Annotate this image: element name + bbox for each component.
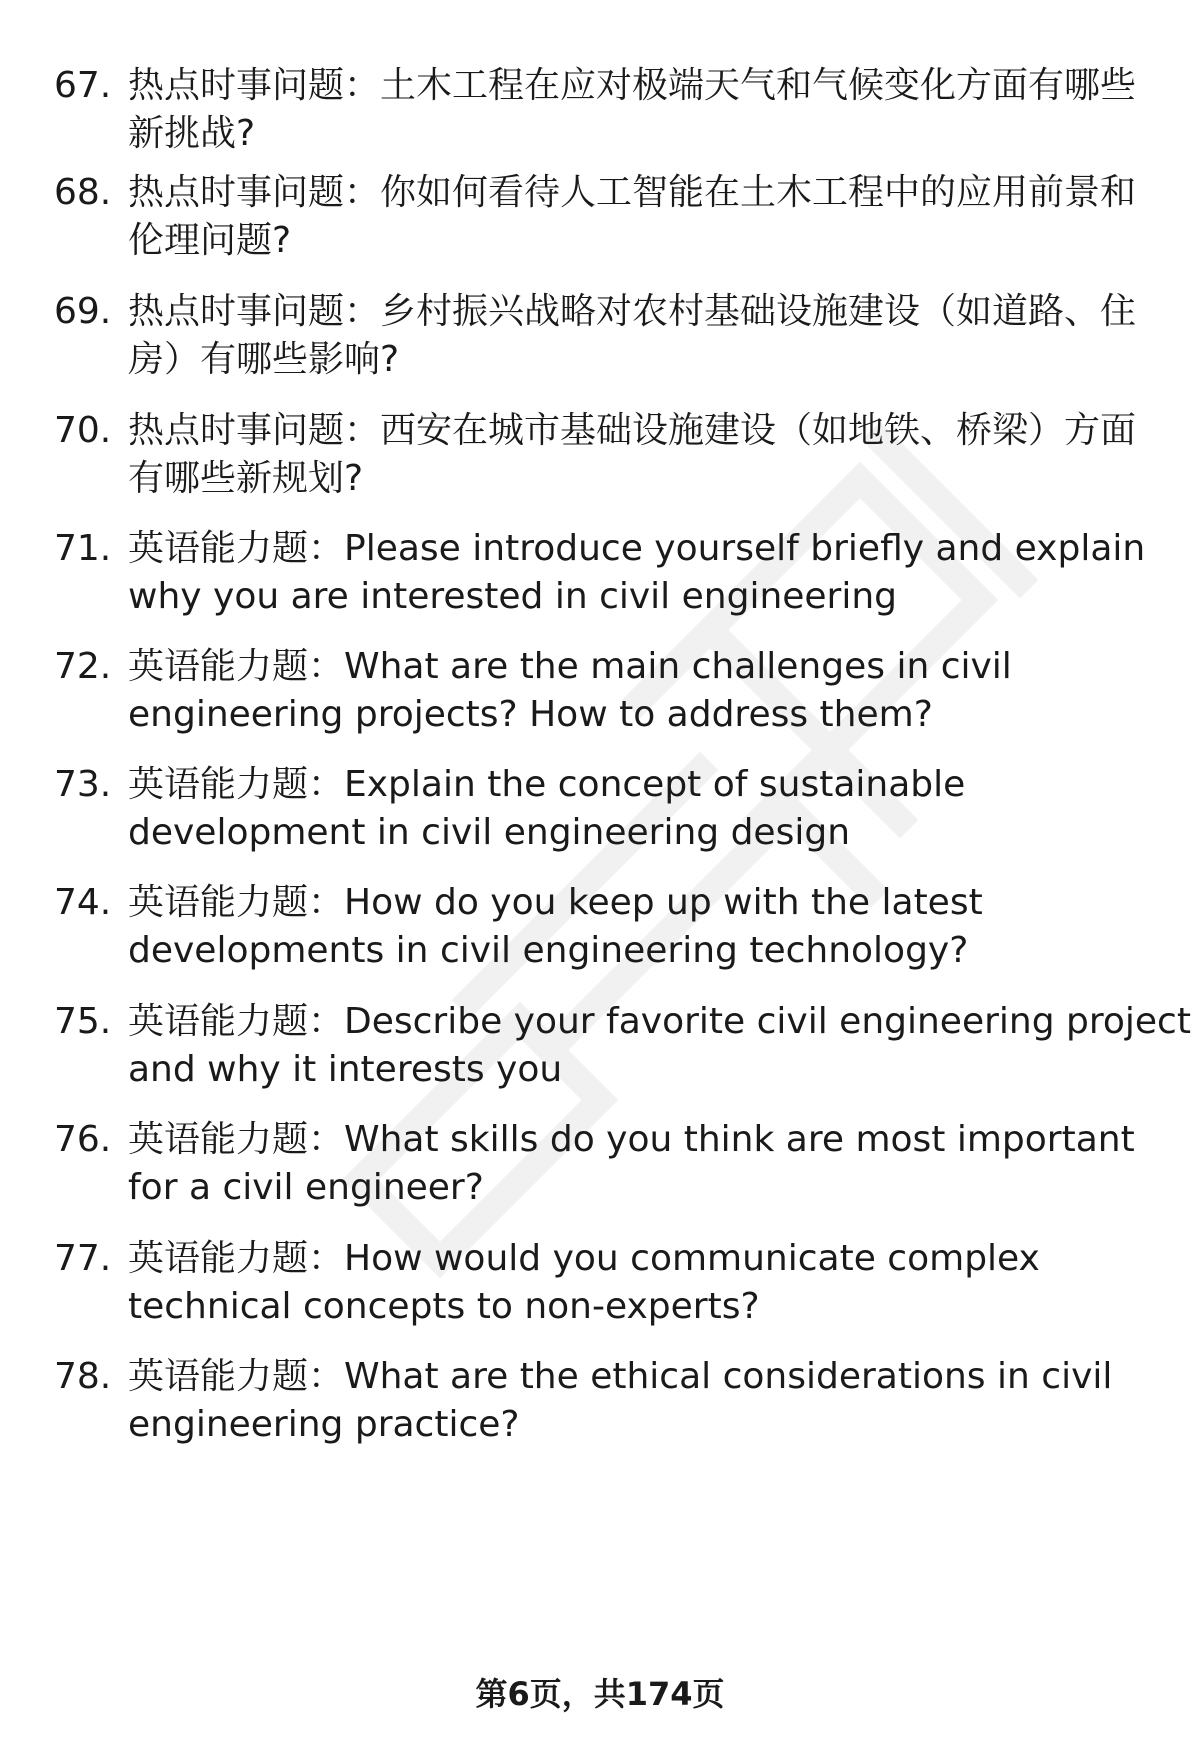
question-text — [128, 1116, 1148, 1212]
question-item — [0, 407, 1200, 517]
question-item — [0, 62, 1200, 172]
question-number: 71. — [54, 528, 112, 569]
question-line: 热点时事问题：乡村振兴战略对农村基础设施建设（如道路、住 — [128, 291, 1137, 332]
question-line: 英语能力题：How do you keep up with the latest — [128, 882, 983, 923]
question-text — [128, 62, 1148, 158]
question-text — [128, 643, 1148, 739]
question-item — [0, 1353, 1200, 1463]
question-item — [0, 1235, 1200, 1345]
question-item — [0, 288, 1200, 398]
question-text — [128, 169, 1148, 265]
question-number: 72. — [54, 646, 112, 687]
question-line: development in civil engineering design — [128, 812, 851, 853]
question-line: developments in civil engineering technology? — [128, 930, 969, 971]
question-line: 英语能力题：What skills do you think are most important — [128, 1119, 1135, 1160]
question-item — [0, 169, 1200, 279]
question-number: 74. — [54, 882, 112, 923]
question-number: 76. — [54, 1119, 112, 1160]
question-item — [0, 643, 1200, 753]
question-line: 房）有哪些影响? — [128, 339, 400, 380]
question-number: 73. — [54, 764, 112, 805]
question-line: and why it interests you — [128, 1049, 563, 1090]
question-line: 新挑战? — [128, 113, 256, 154]
question-line: 有哪些新规划? — [128, 458, 364, 499]
page-number-footer: 第6页，共174页 — [475, 1675, 725, 1713]
question-text — [128, 879, 1148, 975]
question-text — [128, 407, 1148, 503]
question-line: why you are interested in civil engineering — [128, 576, 898, 617]
question-line: engineering practice? — [128, 1404, 520, 1445]
question-line: technical concepts to non-experts? — [128, 1286, 760, 1327]
question-line: engineering projects? How to address them? — [128, 694, 933, 735]
question-line: 热点时事问题：西安在城市基础设施建设（如地铁、桥梁）方面 — [128, 410, 1137, 451]
question-number: 68. — [54, 172, 112, 213]
question-line: 英语能力题：What are the main challenges in civil — [128, 646, 1012, 687]
question-line: 伦理问题? — [128, 220, 292, 261]
question-number: 69. — [54, 291, 112, 332]
question-line: for a civil engineer? — [128, 1167, 484, 1208]
question-text — [128, 998, 1191, 1094]
question-text — [128, 761, 1148, 857]
question-line: 热点时事问题：土木工程在应对极端天气和气候变化方面有哪些 — [128, 65, 1137, 106]
question-text — [128, 1235, 1148, 1331]
question-item — [0, 761, 1200, 871]
question-number: 75. — [54, 1001, 112, 1042]
question-item — [0, 525, 1200, 635]
question-line: 英语能力题：Please introduce yourself briefly and explain — [128, 528, 1146, 569]
question-item — [0, 998, 1200, 1108]
question-text — [128, 288, 1148, 384]
question-number: 78. — [54, 1356, 112, 1397]
question-line: 英语能力题：Describe your favorite civil engineering project — [128, 1001, 1191, 1042]
question-line: 热点时事问题：你如何看待人工智能在土木工程中的应用前景和 — [128, 172, 1137, 213]
question-line: 英语能力题：What are the ethical considerations in civil — [128, 1356, 1113, 1397]
question-item — [0, 1116, 1200, 1226]
question-text — [128, 1353, 1148, 1449]
question-number: 67. — [54, 65, 112, 106]
question-line: 英语能力题：How would you communicate complex — [128, 1238, 1040, 1279]
question-number: 70. — [54, 410, 112, 451]
question-number: 77. — [54, 1238, 112, 1279]
question-line: 英语能力题：Explain the concept of sustainable — [128, 764, 966, 805]
question-text — [128, 525, 1148, 621]
question-item — [0, 879, 1200, 989]
